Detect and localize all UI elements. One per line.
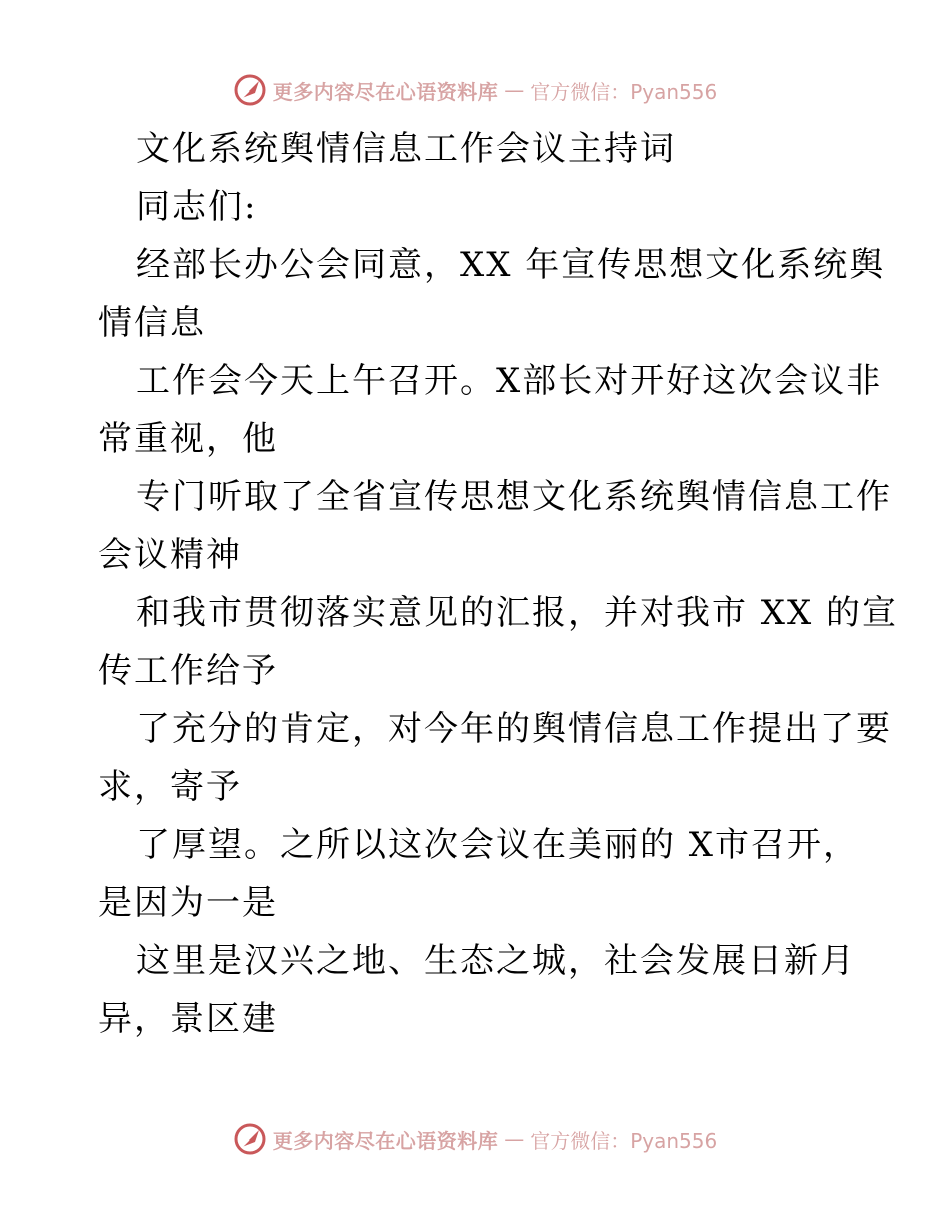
paragraph-line: 是因为一是 <box>98 883 278 923</box>
paragraph-line: 了厚望。之所以这次会议在美丽的 X市召开， <box>136 825 860 865</box>
header-watermark <box>0 70 950 110</box>
paragraph-line: 会议精神 <box>98 535 242 575</box>
footer-separator: — <box>504 1127 525 1151</box>
paragraph-line: 传工作给予 <box>98 651 278 691</box>
paragraph-line: 了充分的肯定，对今年的舆情信息工作提出了要 <box>136 709 892 749</box>
paragraph-line: 求，寄予 <box>98 767 242 807</box>
header-wechat-text: 官方微信：Pyan556 <box>530 79 718 104</box>
header-site-text: 更多内容尽在心语资料库 <box>272 79 499 104</box>
paragraph-line: 异，景区建 <box>98 999 278 1039</box>
quill-logo-icon <box>233 1122 267 1156</box>
document-body <box>98 120 899 1048</box>
quill-logo-icon <box>233 73 267 107</box>
paragraph-line: 和我市贯彻落实意见的汇报，并对我市 XX 的宣 <box>136 593 899 633</box>
paragraph-line: 常重视，他 <box>98 419 278 459</box>
paragraph-line: 工作会今天上午召开。X部长对开好这次会议非 <box>136 361 883 401</box>
header-separator: — <box>504 78 525 102</box>
paragraph-line: 经部长办公会同意，XX 年宣传思想文化系统舆 <box>136 245 886 285</box>
document-title: 文化系统舆情信息工作会议主持词 <box>136 129 676 169</box>
paragraph-line: 这里是汉兴之地、生态之城，社会发展日新月 <box>136 941 856 981</box>
salutation: 同志们: <box>136 187 258 227</box>
footer-wechat-text: 官方微信：Pyan556 <box>530 1128 718 1153</box>
footer-watermark <box>0 1119 950 1159</box>
paragraph-line: 情信息 <box>98 303 206 343</box>
paragraph-line: 专门听取了全省宣传思想文化系统舆情信息工作 <box>136 477 892 517</box>
footer-site-text: 更多内容尽在心语资料库 <box>272 1128 499 1153</box>
